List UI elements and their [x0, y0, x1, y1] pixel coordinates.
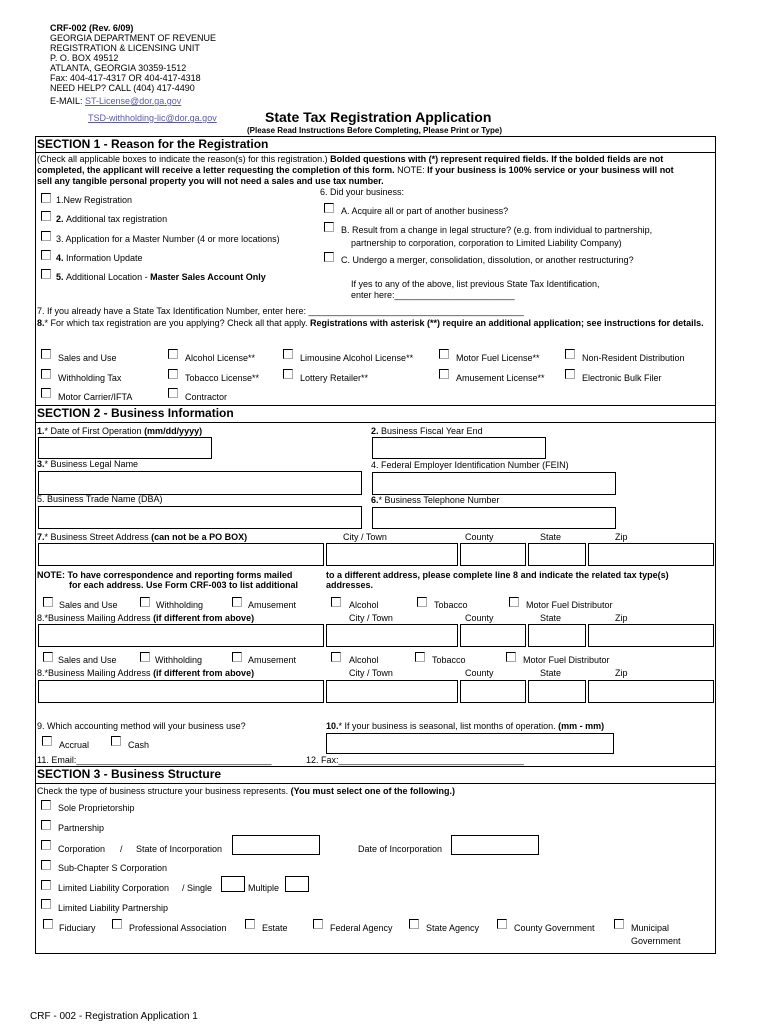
unit-line: REGISTRATION & LICENSING UNIT	[50, 43, 200, 53]
additional-tax-checkbox[interactable]	[41, 211, 51, 221]
sole-proprietorship-label: Sole Proprietorship	[58, 803, 135, 813]
motor-fuel-license-checkbox[interactable]	[439, 349, 449, 359]
form-title: State Tax Registration Application	[265, 109, 492, 125]
fax-line: Fax: 404-417-4317 OR 404-417-4318	[50, 73, 201, 83]
date-first-operation-label: 1.* Date of First Operation (mm/dd/yyyy)	[37, 426, 203, 436]
accrual-checkbox[interactable]	[42, 736, 52, 746]
llc-multiple-label: Multiple	[248, 883, 280, 893]
mail2-city-input[interactable]	[326, 680, 458, 703]
legal-name-input[interactable]	[38, 471, 362, 495]
alcohol-license-label: Alcohol License**	[185, 353, 256, 363]
llc-multiple-box[interactable]	[285, 876, 309, 892]
fiscal-year-end-input[interactable]	[372, 437, 546, 459]
date-incorporation-input[interactable]	[451, 835, 539, 855]
mail2-alcohol-label: Alcohol	[349, 655, 379, 665]
mail1-withholding-checkbox[interactable]	[140, 597, 150, 607]
state-incorporation-label: State of Incorporation	[136, 844, 223, 854]
mail2-tobacco-label: Tobacco	[432, 655, 466, 665]
mail2-motor-fuel-label: Motor Fuel Distributor	[523, 655, 610, 665]
withholding-tax-label: Withholding Tax	[58, 373, 122, 383]
mail1-county-input[interactable]	[460, 624, 526, 647]
municipal-government-label-line1: Municipal	[631, 923, 670, 933]
section3-intro: Check the type of business structure your business represents. (You must select one of the following.)	[37, 786, 455, 796]
federal-agency-label: Federal Agency	[330, 923, 393, 933]
lottery-retailer-label: Lottery Retailer**	[300, 373, 369, 383]
mail1-tobacco-label: Tobacco	[434, 600, 468, 610]
note-right-line2: addresses.	[326, 580, 374, 590]
fax-field[interactable]: 12. Fax:_____________________________________	[306, 755, 524, 765]
mail1-alcohol-checkbox[interactable]	[331, 597, 341, 607]
section1-heading: SECTION 1 - Reason for the Registration	[37, 137, 269, 151]
bulk-filer-label: Electronic Bulk Filer	[582, 373, 662, 383]
trade-name-label: 5. Business Trade Name (DBA)	[37, 494, 163, 504]
fiduciary-label: Fiduciary	[59, 923, 96, 933]
street-zip-header: Zip	[615, 532, 628, 542]
llp-label: Limited Liability Partnership	[58, 903, 169, 913]
po-box-line: P. O. BOX 49512	[50, 53, 119, 63]
mail2-zip-header: Zip	[615, 668, 628, 678]
section1-intro-line1: (Check all applicable boxes to indicate the reason(s) for this registration.) Bolded questions with (*) represent required fields. If the bolded fields are not	[37, 154, 664, 164]
information-update-checkbox[interactable]	[41, 250, 51, 260]
mailing-address-1-input[interactable]	[38, 624, 324, 647]
withholding-tax-checkbox[interactable]	[41, 369, 51, 379]
corporation-label: Corporation	[58, 844, 106, 854]
additional-location-checkbox[interactable]	[41, 269, 51, 279]
estate-label: Estate	[262, 923, 288, 933]
q6a-label: A. Acquire all or part of another business?	[341, 206, 509, 216]
street-address-label: 7.* Business Street Address (can not be a PO BOX)	[37, 532, 248, 542]
mail1-state-input[interactable]	[528, 624, 586, 647]
telephone-label: 6.* Business Telephone Number	[371, 495, 500, 505]
bulk-filer-checkbox[interactable]	[565, 369, 575, 379]
mail2-withholding-label: Withholding	[155, 655, 203, 665]
q6b-checkbox[interactable]	[324, 222, 334, 232]
additional-location-label: 5. Additional Location - Master Sales Account Only	[56, 272, 266, 282]
master-number-checkbox[interactable]	[41, 231, 51, 241]
street-county-header: County	[465, 532, 494, 542]
q6c-checkbox[interactable]	[324, 252, 334, 262]
q6c-label: C. Undergo a merger, consolidation, dissolution, or another restructuring?	[341, 255, 634, 265]
q7-label[interactable]: 7. If you already have a State Tax Identification Number, enter here: ___________________________________________	[37, 306, 524, 316]
q6-label: 6. Did your business:	[320, 187, 405, 197]
mail1-county-header: County	[465, 613, 494, 623]
street-zip-input[interactable]	[588, 543, 714, 566]
corporation-checkbox[interactable]	[41, 840, 51, 850]
help-line: NEED HELP? CALL (404) 417-4490	[50, 83, 195, 93]
q6b-label-line1: B. Result from a change in legal structure? (e.g. from individual to partnership,	[341, 225, 653, 235]
llc-label: Limited Liability Corporation	[58, 883, 170, 893]
county-government-label: County Government	[514, 923, 595, 933]
mail1-alcohol-label: Alcohol	[349, 600, 379, 610]
mail2-motor-fuel-checkbox[interactable]	[506, 652, 516, 662]
page-footer: CRF - 002 - Registration Application 1	[30, 1011, 198, 1022]
professional-association-checkbox[interactable]	[112, 919, 122, 929]
street-state-input[interactable]	[528, 543, 586, 566]
note-right-line1: to a different address, please complete line 8 and indicate the related tax type(s)	[326, 570, 669, 580]
trade-name-input[interactable]	[38, 506, 362, 529]
contractor-label: Contractor	[185, 392, 228, 402]
mail1-amusement-label: Amusement	[248, 600, 297, 610]
section1-intro-line3: sell any tangible personal property you will not need a sales and use tax number.	[37, 176, 384, 186]
llc-checkbox[interactable]	[41, 880, 51, 890]
section3-heading: SECTION 3 - Business Structure	[37, 767, 222, 781]
email-label: E-MAIL:	[50, 96, 83, 106]
limousine-alcohol-label: Limousine Alcohol License**	[300, 353, 414, 363]
mail2-sales-checkbox[interactable]	[43, 652, 53, 662]
fiduciary-checkbox[interactable]	[43, 919, 53, 929]
seasonal-months-input[interactable]	[326, 733, 614, 754]
email-field[interactable]: 11. Email:_______________________________________	[37, 755, 272, 765]
additional-tax-label: 2. Additional tax registration	[56, 214, 168, 224]
mail1-state-header: State	[540, 613, 562, 623]
previous-id-label: If yes to any of the above, list previous State Tax Identification,	[351, 279, 600, 289]
mail1-withholding-label: Withholding	[156, 600, 204, 610]
email-withholding-link[interactable]: TSD-withholding-lic@dor.ga.gov	[88, 113, 217, 123]
llp-checkbox[interactable]	[41, 899, 51, 909]
city-line: ATLANTA, GEORGIA 30359-1512	[50, 63, 187, 73]
fein-label: 4. Federal Employer Identification Number (FEIN)	[371, 460, 569, 470]
partnership-checkbox[interactable]	[41, 820, 51, 830]
mail2-alcohol-checkbox[interactable]	[331, 652, 341, 662]
note-left-line2: for each address. Use Form CRF-003 to list additional	[69, 580, 299, 590]
sales-use-checkbox[interactable]	[41, 349, 51, 359]
partnership-label: Partnership	[58, 823, 105, 833]
q6a-checkbox[interactable]	[324, 203, 334, 213]
mail2-withholding-checkbox[interactable]	[140, 652, 150, 662]
mailing-address-1-label: 8.*Business Mailing Address (if different from above)	[37, 613, 255, 623]
form-id: CRF-002 (Rev. 6/09)	[50, 23, 134, 33]
non-resident-checkbox[interactable]	[565, 349, 575, 359]
mail2-tobacco-checkbox[interactable]	[415, 652, 425, 662]
mail1-motor-fuel-label: Motor Fuel Distributor	[526, 600, 613, 610]
email-license-link[interactable]: ST-License@dor.ga.gov	[85, 96, 182, 106]
county-government-checkbox[interactable]	[497, 919, 507, 929]
amusement-license-checkbox[interactable]	[439, 369, 449, 379]
q6b-label-line2: partnership to corporation, corporation to Limited Liability Company)	[351, 238, 622, 248]
mailing-address-2-label: 8.*Business Mailing Address (if different from above)	[37, 668, 255, 678]
fiscal-year-end-label: 2. Business Fiscal Year End	[371, 426, 483, 436]
seasonal-label: 10.* If your business is seasonal, list months of operation. (mm - mm)	[326, 721, 605, 731]
alcohol-license-checkbox[interactable]	[168, 349, 178, 359]
fein-input[interactable]	[372, 472, 616, 495]
mail1-zip-header: Zip	[615, 613, 628, 623]
state-agency-label: State Agency	[426, 923, 480, 933]
limousine-alcohol-checkbox[interactable]	[283, 349, 293, 359]
amusement-license-label: Amusement License**	[456, 373, 545, 383]
sales-use-label: Sales and Use	[58, 353, 117, 363]
form-subtitle: (Please Read Instructions Before Completing, Please Print or Type)	[247, 126, 503, 135]
corporation-slash: /	[120, 844, 123, 854]
llc-single-box[interactable]	[221, 876, 245, 892]
mail2-sales-label: Sales and Use	[58, 655, 117, 665]
new-registration-label: 1.New Registration	[56, 195, 133, 205]
llc-single-label: / Single	[182, 883, 213, 893]
mail1-amusement-checkbox[interactable]	[232, 597, 242, 607]
state-incorporation-input[interactable]	[232, 835, 320, 855]
street-address-input[interactable]	[38, 543, 324, 566]
municipal-government-checkbox[interactable]	[614, 919, 624, 929]
information-update-label: 4. Information Update	[56, 253, 143, 263]
cash-checkbox[interactable]	[111, 736, 121, 746]
mail2-zip-input[interactable]	[588, 680, 714, 703]
contractor-checkbox[interactable]	[168, 388, 178, 398]
mail1-sales-checkbox[interactable]	[43, 597, 53, 607]
mail2-state-header: State	[540, 668, 562, 678]
date-incorporation-label: Date of Incorporation	[358, 844, 443, 854]
federal-agency-checkbox[interactable]	[313, 919, 323, 929]
mail2-county-header: County	[465, 668, 494, 678]
non-resident-label: Non-Resident Distribution	[582, 353, 685, 363]
mail2-amusement-label: Amusement	[248, 655, 297, 665]
mail1-motor-fuel-checkbox[interactable]	[509, 597, 519, 607]
subchapter-s-checkbox[interactable]	[41, 860, 51, 870]
mail1-city-header: City / Town	[349, 613, 393, 623]
mail1-city-input[interactable]	[326, 624, 458, 647]
mail1-zip-input[interactable]	[588, 624, 714, 647]
municipal-government-label-line2: Government	[631, 936, 681, 946]
mailing-address-2-input[interactable]	[38, 680, 324, 703]
motor-carrier-checkbox[interactable]	[41, 388, 51, 398]
date-first-operation-input[interactable]	[38, 437, 212, 459]
motor-fuel-license-label: Motor Fuel License**	[456, 353, 540, 363]
q8-label: 8.* For which tax registration are you applying? Check all that apply. Registrations with asterisk (**) require an additional application; see instructions for details.	[37, 318, 704, 328]
tobacco-license-label: Tobacco License**	[185, 373, 260, 383]
mail2-county-input[interactable]	[460, 680, 526, 703]
subchapter-s-label: Sub-Chapter S Corporation	[58, 863, 168, 873]
mail2-state-input[interactable]	[528, 680, 586, 703]
street-city-header: City / Town	[343, 532, 387, 542]
agency-line: GEORGIA DEPARTMENT OF REVENUE	[50, 33, 217, 43]
street-county-input[interactable]	[460, 543, 526, 566]
cash-label: Cash	[128, 740, 150, 750]
tobacco-license-checkbox[interactable]	[168, 369, 178, 379]
master-number-label: 3. Application for a Master Number (4 or more locations)	[56, 234, 280, 244]
note-left-line1: NOTE: To have correspondence and reporting forms mailed	[37, 570, 293, 580]
accrual-label: Accrual	[59, 740, 90, 750]
section2-heading: SECTION 2 - Business Information	[37, 406, 234, 420]
motor-carrier-label: Motor Carrier/IFTA	[58, 392, 133, 402]
mail2-city-header: City / Town	[349, 668, 393, 678]
section1-intro-line2: completed, the applicant will receive a letter requesting the completion of this form. NOTE: If your business is 100% service or your business will not	[37, 165, 674, 175]
street-state-header: State	[540, 532, 562, 542]
mail1-sales-label: Sales and Use	[59, 600, 118, 610]
sole-proprietorship-checkbox[interactable]	[41, 800, 51, 810]
new-registration-checkbox[interactable]	[41, 193, 51, 203]
estate-checkbox[interactable]	[245, 919, 255, 929]
email-line	[50, 96, 181, 106]
mail2-amusement-checkbox[interactable]	[232, 652, 242, 662]
mail1-tobacco-checkbox[interactable]	[417, 597, 427, 607]
accounting-method-label: 9. Which accounting method will your business use?	[37, 721, 246, 731]
previous-id-field[interactable]: enter here:________________________	[351, 290, 515, 300]
street-city-input[interactable]	[326, 543, 458, 566]
state-agency-checkbox[interactable]	[409, 919, 419, 929]
lottery-retailer-checkbox[interactable]	[283, 369, 293, 379]
legal-name-label: 3.* Business Legal Name	[37, 459, 139, 469]
telephone-input[interactable]	[372, 507, 616, 529]
professional-association-label: Professional Association	[129, 923, 227, 933]
